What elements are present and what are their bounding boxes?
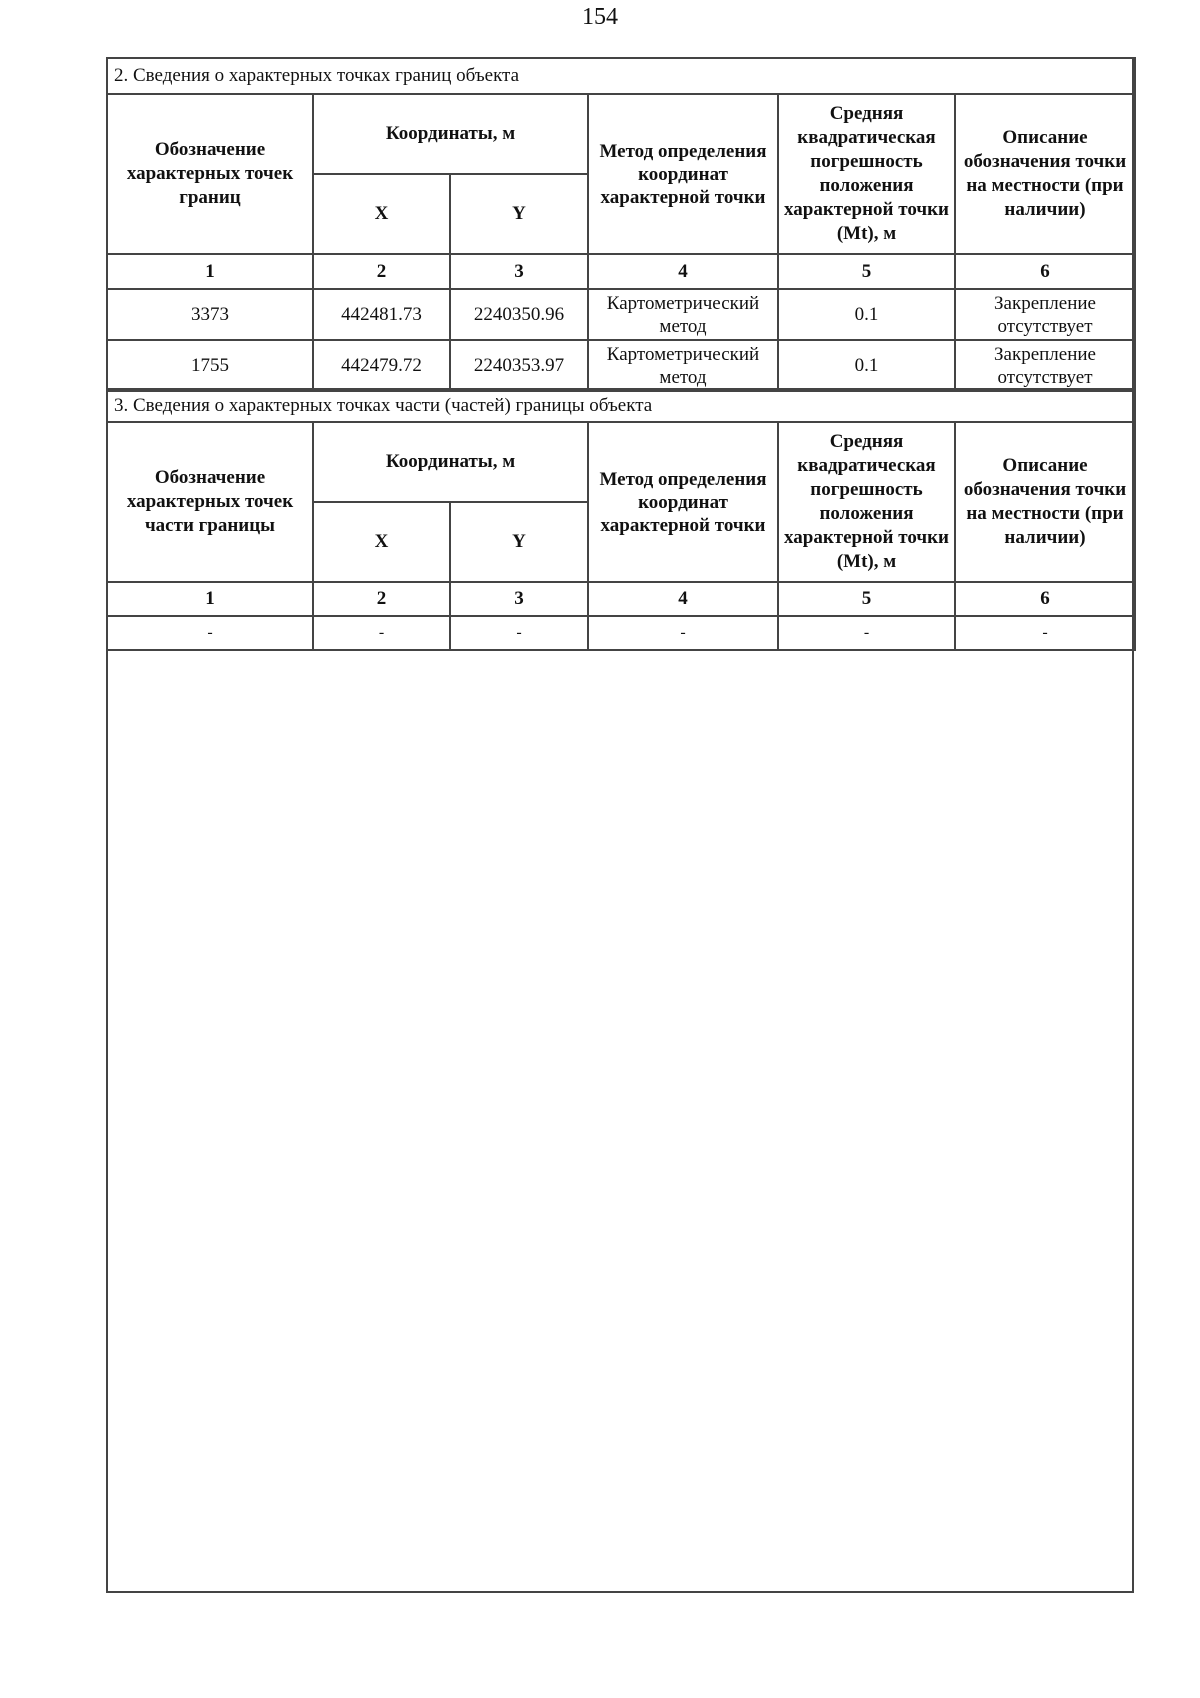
description-cell: -	[955, 616, 1135, 650]
x-cell: 442479.72	[313, 340, 450, 391]
header-coordinates: Координаты, м	[313, 422, 588, 502]
header-coordinates: Координаты, м	[313, 94, 588, 174]
column-number: 5	[778, 254, 955, 289]
header-y: Y	[450, 502, 588, 582]
column-number: 4	[588, 254, 778, 289]
column-number: 1	[107, 254, 313, 289]
header-description: Описание обозначения точки на местности (при наличии)	[955, 422, 1135, 582]
y-cell: -	[450, 616, 588, 650]
error-cell: 0.1	[778, 289, 955, 340]
header-method: Метод определения координат характерной точки	[588, 422, 778, 582]
header-error: Средняя квадратическая погрешность положения характерной точки (Mt), м	[778, 422, 955, 582]
header-y: Y	[450, 174, 588, 254]
y-cell: 2240350.96	[450, 289, 588, 340]
section-2-title: 2. Сведения о характерных точках границ объекта	[107, 58, 1135, 94]
boundary-points-table	[106, 57, 1136, 392]
method-cell: Картометрический метод	[588, 340, 778, 391]
header-description: Описание обозначения точки на местности (при наличии)	[955, 94, 1135, 254]
column-number: 5	[778, 582, 955, 616]
error-cell: 0.1	[778, 340, 955, 391]
table-row	[107, 616, 1135, 650]
header-method: Метод определения координат характерной точки	[588, 94, 778, 254]
column-number: 2	[313, 582, 450, 616]
section-3-title: 3. Сведения о характерных точках части (частей) границы объекта	[107, 389, 1135, 422]
description-cell: Закрепление отсутствует	[955, 289, 1135, 340]
boundary-part-points-table	[106, 388, 1136, 651]
point-cell: 1755	[107, 340, 313, 391]
x-cell: -	[313, 616, 450, 650]
table-row	[107, 289, 1135, 340]
x-cell: 442481.73	[313, 289, 450, 340]
header-x: X	[313, 502, 450, 582]
header-error: Средняя квадратическая погрешность положения характерной точки (Mt), м	[778, 94, 955, 254]
error-cell: -	[778, 616, 955, 650]
header-designation: Обозначение характерных точек границ	[107, 94, 313, 254]
header-x: X	[313, 174, 450, 254]
page-number: 154	[582, 4, 618, 30]
method-cell: -	[588, 616, 778, 650]
point-cell: 3373	[107, 289, 313, 340]
header-designation: Обозначение характерных точек части границы	[107, 422, 313, 582]
column-number: 1	[107, 582, 313, 616]
column-number: 3	[450, 254, 588, 289]
method-cell: Картометрический метод	[588, 289, 778, 340]
point-cell: -	[107, 616, 313, 650]
table-row	[107, 340, 1135, 391]
column-number: 3	[450, 582, 588, 616]
column-number: 6	[955, 254, 1135, 289]
column-number: 6	[955, 582, 1135, 616]
y-cell: 2240353.97	[450, 340, 588, 391]
description-cell: Закрепление отсутствует	[955, 340, 1135, 391]
column-number: 4	[588, 582, 778, 616]
column-number: 2	[313, 254, 450, 289]
